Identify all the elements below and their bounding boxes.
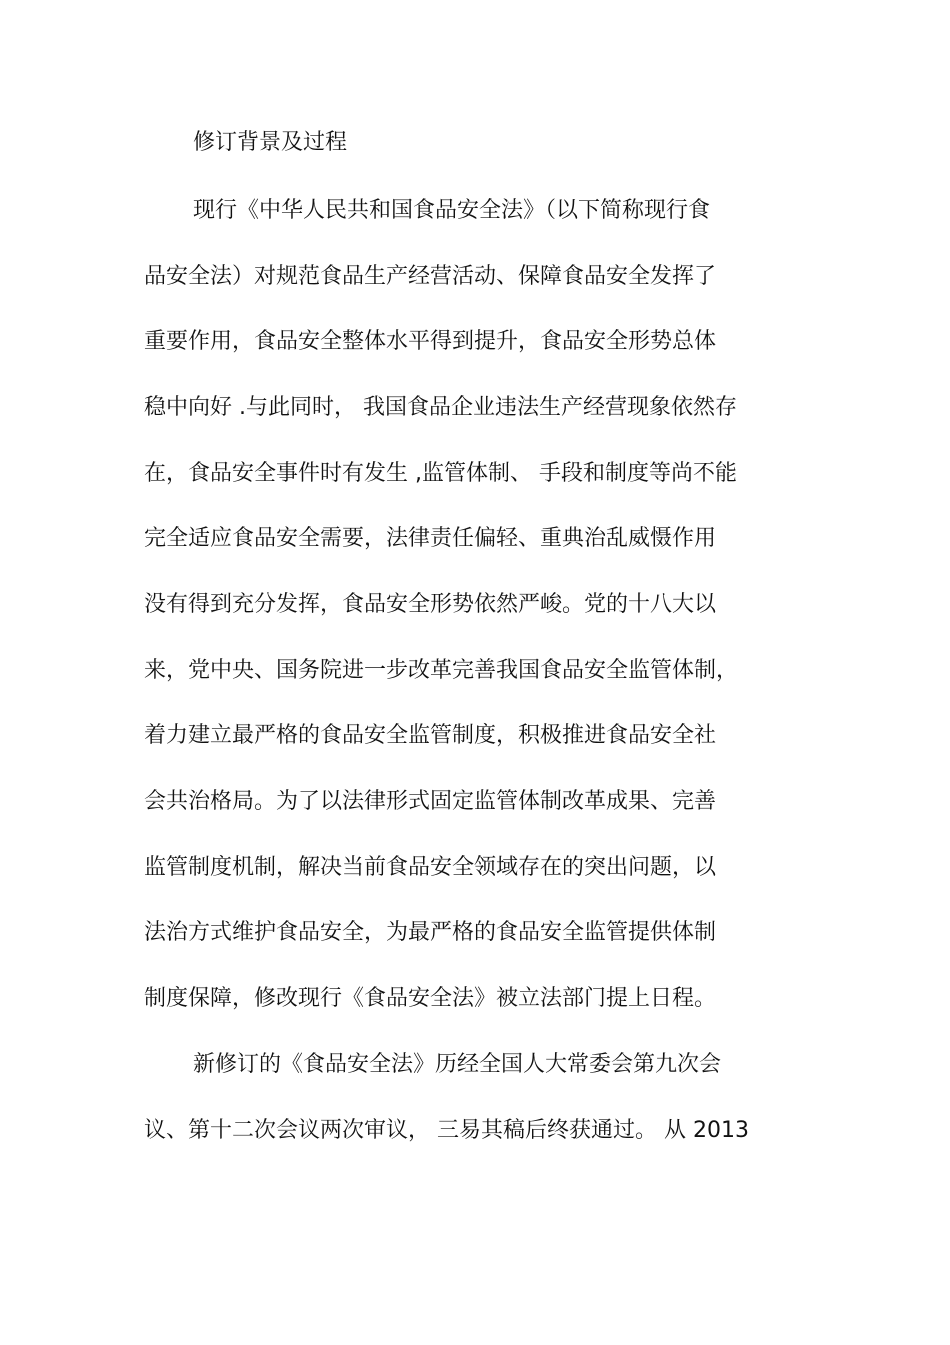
paragraph-line: 在，食品安全事件时有发生 ,监管体制、 手段和制度等尚不能 — [144, 461, 737, 486]
paragraph-line: 重要作用，食品安全整体水平得到提升，食品安全形势总体 — [144, 329, 717, 354]
paragraph-line: 品安全法）对规范食品生产经营活动、保障食品安全发挥了 — [144, 264, 717, 289]
paragraph-line: 法治方式维护食品安全，为最严格的食品安全监管提供体制 — [144, 920, 717, 945]
paragraph-line: 稳中向好 .与此同时， 我国食品企业违法生产经营现象依然存 — [144, 395, 737, 420]
paragraph-line: 没有得到充分发挥，食品安全形势依然严峻。党的十八大以 — [144, 592, 717, 617]
paragraph-line: 制度保障，修改现行《食品安全法》被立法部门提上日程。 — [144, 986, 717, 1011]
paragraph-line: 完全适应食品安全需要，法律责任偏轻、重典治乱威慑作用 — [144, 526, 717, 551]
paragraph-line: 着力建立最严格的食品安全监管制度，积极推进食品安全社 — [144, 723, 717, 748]
paragraph-line: 议、第十二次会议两次审议， 三易其稿后终获通过。 从 2013 — [144, 1118, 749, 1143]
paragraph-line: 新修订的《食品安全法》历经全国人大常委会第九次会 — [193, 1052, 722, 1077]
paragraph-line: 现行《中华人民共和国食品安全法》（以下简称现行食 — [193, 198, 711, 223]
paragraph-line: 监管制度机制，解决当前食品安全领域存在的突出问题，以 — [144, 855, 717, 880]
paragraph-line: 来，党中央、国务院进一步改革完善我国食品安全监管体制， — [144, 658, 739, 683]
section-heading: 修订背景及过程 — [193, 130, 348, 155]
paragraph-line: 会共治格局。为了以法律形式固定监管体制改革成果、完善 — [144, 789, 717, 814]
